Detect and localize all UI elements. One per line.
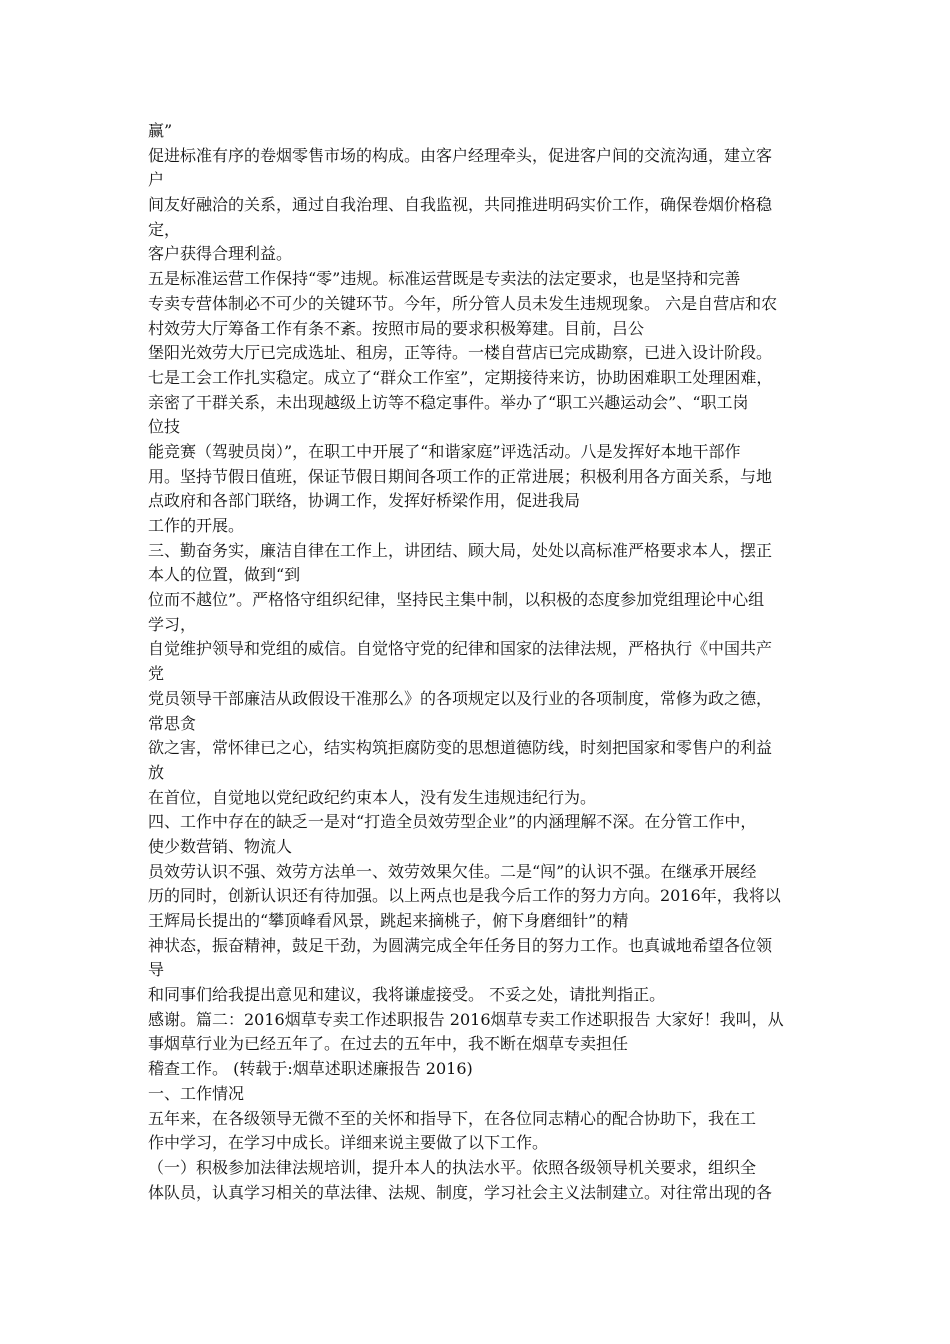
text-line: 事烟草行业为已经五年了。在过去的五年中，我不断在烟草专卖担任: [148, 1034, 629, 1054]
text-line: 一、工作情况: [148, 1083, 245, 1103]
text-line: 稽查工作。 (转载于:烟草述职述廉报告 2016): [148, 1059, 473, 1079]
text-line: 体队员，认真学习相关的草法律、法规、制度，学习社会主义法制建立。对往常出现的各: [148, 1182, 773, 1202]
text-line: 点政府和各部门联络，协调工作，发挥好桥梁作用，促进我局: [148, 491, 581, 511]
text-line: 自觉维护领导和党组的威信。自觉恪守党的纪律和国家的法律法规，严格执行《中国共产: [148, 639, 773, 659]
text-line: 本人的位置，做到“到: [148, 565, 301, 585]
text-line: 客户获得合理利益。: [148, 244, 293, 264]
text-line: 五年来，在各级领导无微不至的关怀和指导下，在各位同志精心的配合协助下，我在工: [148, 1108, 757, 1128]
text-line: 员效劳认识不强、效劳方法单一、效劳效果欠佳。二是“闯”的认识不强。在继承开展经: [148, 861, 757, 881]
text-line: 间友好融洽的关系，通过自我治理、自我监视，共同推进明码实价工作，确保卷烟价格稳: [148, 195, 773, 215]
document-body: [148, 119, 813, 1205]
text-line: 欲之害，常怀律已之心，结实构筑拒腐防变的思想道德防线，时刻把国家和零售户的利益: [148, 738, 773, 758]
text-line: 四、工作中存在的缺乏一是对“打造全员效劳型企业”的内涵理解不深。在分管工作中，: [148, 812, 757, 832]
text-line: 户: [148, 170, 165, 190]
text-line: 用。坚持节假日值班，保证节假日期间各项工作的正常进展；积极利用各方面关系，与地: [148, 466, 773, 486]
text-line: 感谢。篇二：2016烟草专卖工作述职报告 2016烟草专卖工作述职报告 大家好！我叫，从: [148, 1009, 784, 1029]
text-line: 导: [148, 960, 165, 980]
text-line: 党: [148, 664, 165, 684]
text-line: 学习，: [148, 614, 197, 634]
text-line: 神状态，振奋精神，鼓足干劲，为圆满完成全年任务目的努力工作。也真诚地希望各位领: [148, 935, 773, 955]
text-line: 七是工会工作扎实稳定。成立了“群众工作室”，定期接待来访，协助困难职工处理困难，: [148, 367, 773, 387]
text-line: 位而不越位”。严格恪守组织纪律，坚持民主集中制，以积极的态度参加党组理论中心组: [148, 590, 765, 610]
text-line: 村效劳大厅筹备工作有条不紊。按照市局的要求积极筹建。目前，吕公: [148, 318, 645, 338]
text-line: 堡阳光效劳大厅已完成选址、租房，正等待。一楼自营店已完成勘察，已进入设计阶段。: [148, 343, 773, 363]
text-line: 定，: [148, 219, 181, 239]
text-line: 工作的开展。: [148, 516, 245, 535]
text-line: 常思贪: [148, 713, 197, 733]
text-line: 能竞赛（驾驶员岗）”，在职工中开展了“和谐家庭”评选活动。八是发挥好本地干部作: [148, 441, 741, 461]
text-line: 专卖专营体制必不可少的关键环节。今年，所分管人员未发生违规现象。 六是自营店和农: [148, 293, 778, 313]
text-line: 和同事们给我提出意见和建议，我将谦虚接受。 不妥之处，请批判指正。: [148, 985, 666, 1005]
text-line: 赢”: [148, 121, 173, 140]
text-line: 党员领导干部廉洁从政假设干准那么》的各项规定以及行业的各项制度，常修为政之德，: [148, 688, 773, 708]
text-line: 使少数营销、物流人: [148, 836, 293, 856]
text-line: 位技: [148, 417, 181, 437]
text-line: 作中学习，在学习中成长。详细来说主要做了以下工作。: [148, 1133, 549, 1153]
text-line: 三、勤奋务实，廉洁自律在工作上，讲团结、顾大局，处处以高标准严格要求本人，摆正: [148, 540, 773, 560]
text-line: 五是标准运营工作保持“零”违规。标准运营既是专卖法的法定要求，也是坚持和完善: [148, 269, 741, 289]
text-line: 亲密了干群关系，未出现越级上访等不稳定事件。举办了“职工兴趣运动会”、“职工岗: [148, 392, 749, 412]
text-line: （一）积极参加法律法规培训，提升本人的执法水平。依照各级领导机关要求，组织全: [148, 1157, 757, 1177]
text-line: 促进标准有序的卷烟零售市场的构成。由客户经理牵头，促进客户间的交流沟通，建立客: [148, 145, 773, 165]
text-line: 在首位，自觉地以党纪政纪约束本人，没有发生违规违纪行为。: [148, 787, 597, 807]
text-line: 放: [148, 762, 165, 782]
text-line: 历的同时，创新认识还有待加强。以上两点也是我今后工作的努力方向。2016年，我将以: [148, 886, 781, 906]
text-line: 王辉局长提出的“攀顶峰看风景，跳起来摘桃子，俯下身磨细针”的精: [148, 911, 629, 930]
